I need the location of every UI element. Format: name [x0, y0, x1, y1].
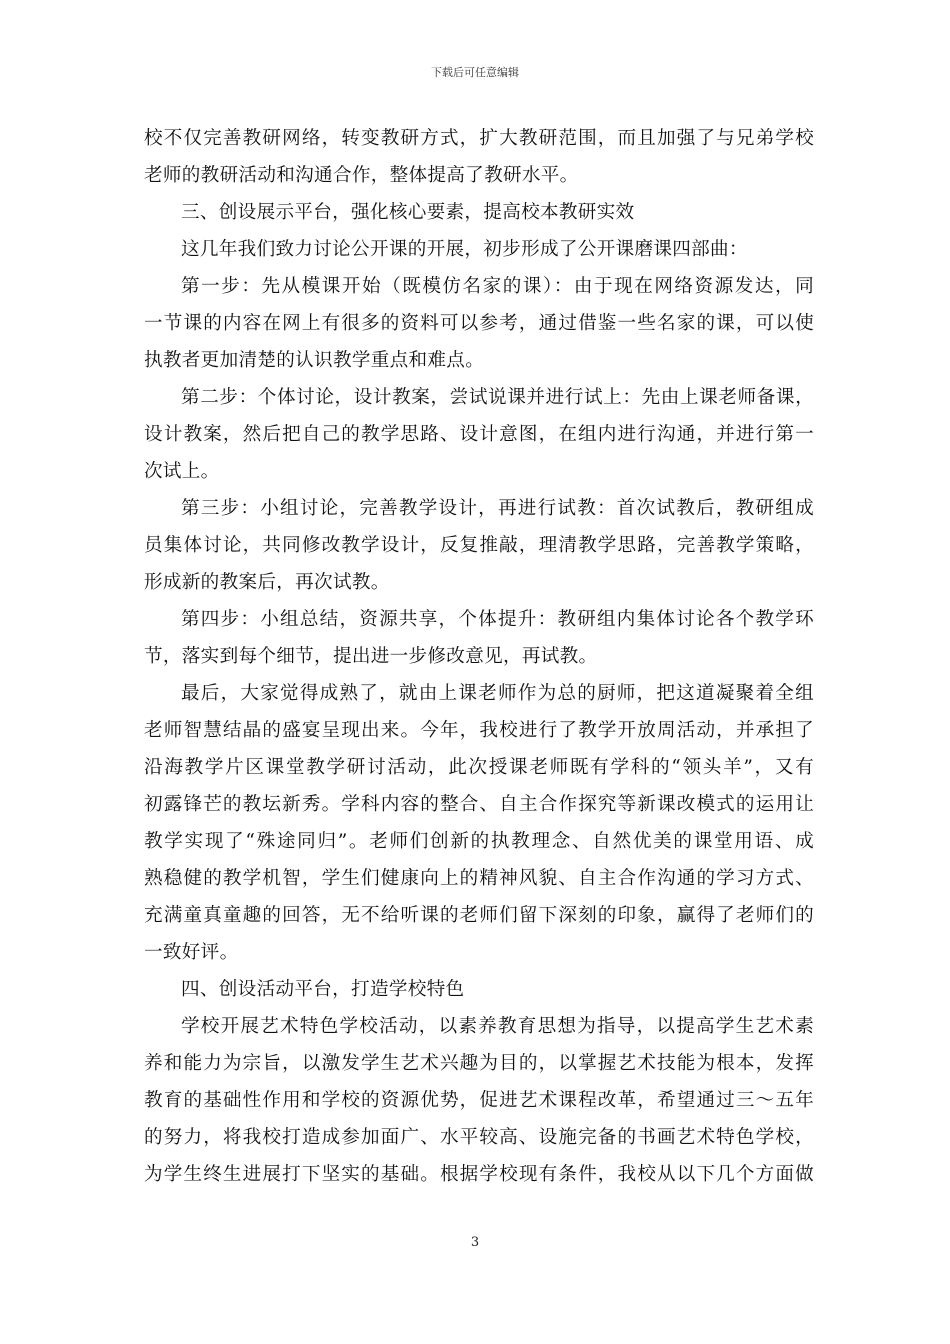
- text-line: 初露锋芒的教坛新秀。学科内容的整合、自主合作探究等新课改模式的运用让: [144, 794, 814, 815]
- text-line: 次试上。: [144, 461, 220, 482]
- text-line: 教育的基础性作用和学校的资源优势，促进艺术课程改革，希望通过三～五年: [144, 1090, 814, 1111]
- text-line: 一致好评。: [144, 942, 239, 963]
- text-line: 第二步：个体讨论，设计教案，尝试说课并进行试上：先由上课老师备课，: [181, 387, 814, 408]
- text-line: 形成新的教案后，再次试教。: [144, 572, 390, 593]
- section-heading: 三、创设展示平台，强化核心要素，提高校本教研实效: [181, 202, 635, 223]
- text-line: 为学生终生进展打下坚实的基础。根据学校现有条件，我校从以下几个方面做: [144, 1164, 814, 1185]
- section-heading: 四、创设活动平台，打造学校特色: [181, 979, 465, 1000]
- text-line: 校不仅完善教研网络，转变教研方式，扩大教研范围，而且加强了与兄弟学校: [144, 128, 814, 149]
- page-header: 下载后可任意编辑: [431, 66, 519, 79]
- text-line: 第四步：小组总结，资源共享，个体提升：教研组内集体讨论各个教学环: [181, 609, 814, 630]
- body-text: [144, 120, 814, 1193]
- text-line: 学校开展艺术特色学校活动，以素养教育思想为指导，以提高学生艺术素: [181, 1016, 814, 1037]
- text-line: 节，落实到每个细节，提出进一步修改意见，再试教。: [144, 646, 598, 667]
- text-line: 这几年我们致力讨论公开课的开展，初步形成了公开课磨课四部曲：: [181, 239, 748, 260]
- text-line: 沿海教学片区课堂教学研讨活动，此次授课老师既有学科的“领头羊”，又有: [144, 757, 814, 778]
- text-line: 老师的教研活动和沟通合作，整体提高了教研水平。: [144, 165, 579, 186]
- text-line: 员集体讨论，共同修改教学设计，反复推敲，理清教学思路，完善教学策略，: [144, 535, 814, 556]
- text-line: 熟稳健的教学机智，学生们健康向上的精神风貌、自主合作沟通的学习方式、: [144, 868, 814, 889]
- text-line: 养和能力为宗旨，以激发学生艺术兴趣为目的，以掌握艺术技能为根本，发挥: [144, 1053, 814, 1074]
- page-number: 3: [470, 1235, 480, 1250]
- text-line: 的努力，将我校打造成参加面广、水平较高、设施完备的书画艺术特色学校，: [144, 1127, 814, 1148]
- text-line: 老师智慧结晶的盛宴呈现出来。今年，我校进行了教学开放周活动，并承担了: [144, 720, 814, 741]
- text-line: 教学实现了“殊途同归”。老师们创新的执教理念、自然优美的课堂用语、成: [144, 831, 814, 852]
- text-line: 第三步：小组讨论，完善教学设计，再进行试教：首次试教后，教研组成: [181, 498, 814, 519]
- text-line: 充满童真童趣的回答，无不给听课的老师们留下深刻的印象，赢得了老师们的: [144, 905, 814, 926]
- text-line: 最后，大家觉得成熟了，就由上课老师作为总的厨师，把这道凝聚着全组: [181, 683, 814, 704]
- text-line: 执教者更加清楚的认识教学重点和难点。: [144, 350, 485, 371]
- text-line: 一节课的内容在网上有很多的资料可以参考，通过借鉴一些名家的课，可以使: [144, 313, 814, 334]
- text-line: 设计教案，然后把自己的教学思路、设计意图，在组内进行沟通，并进行第一: [144, 424, 814, 445]
- text-line: 第一步：先从模课开始（既模仿名家的课）：由于现在网络资源发达，同: [181, 276, 814, 297]
